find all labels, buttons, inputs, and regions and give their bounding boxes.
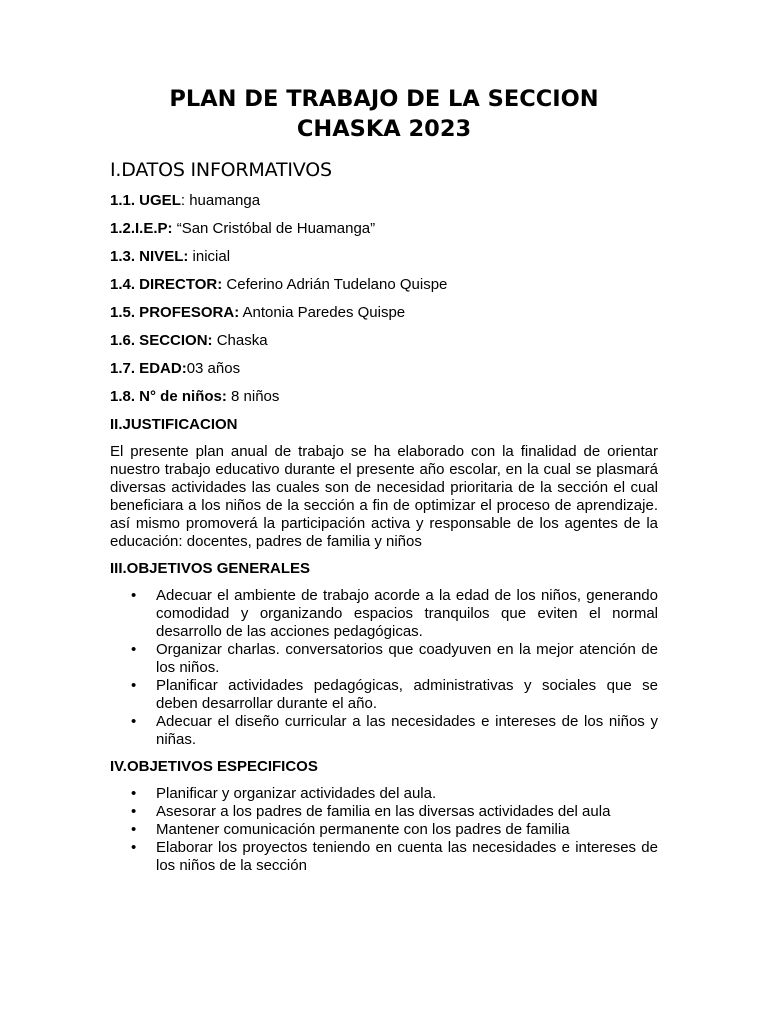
- field-iep: [110, 220, 658, 238]
- field-value: “San Cristóbal de Huamanga”: [172, 220, 376, 237]
- list-item: [131, 587, 658, 641]
- field-value: Ceferino Adrián Tudelano Quispe: [222, 276, 448, 293]
- list-item: [131, 713, 658, 749]
- field-value: inicial: [188, 248, 231, 265]
- field-value: Antonia Paredes Quispe: [239, 304, 406, 321]
- field-label: 1.5. PROFESORA:: [110, 304, 240, 321]
- list-item: [131, 839, 658, 875]
- justificacion-paragraph: El presente plan anual de trabajo se ha elaborado con la finalidad de orientar nuestro trabajo educativo durante el presente año escolar, en la cual se plasmará diversas actividades las cuales son de necesidad prioritaria de la sección el cual beneficiara a los niños de la sección a fin de optimizar el proceso de aprendizaje. así mismo promoverá la participación activa y responsable de los agentes de la educación: docentes, padres de familia y niños: [110, 443, 658, 550]
- field-ugel: [110, 192, 658, 210]
- list-item: [131, 821, 658, 839]
- list-item-text: Adecuar el ambiente de trabajo acorde a la edad de los niños, generando comodidad y organizando espacios tranquilos que eviten el normal desarrollo de las acciones pedagógicas.: [156, 587, 658, 640]
- bullet-icon: •: [131, 713, 137, 730]
- field-value: 8 niños: [226, 388, 280, 405]
- bullet-icon: •: [131, 677, 137, 694]
- bullet-icon: •: [131, 641, 137, 658]
- section-heading-objetivos-especificos: IV.OBJETIVOS ESPECIFICOS: [110, 758, 318, 775]
- list-item-text: Adecuar el diseño curricular a las necesidades e intereses de los niños y niñas.: [156, 713, 658, 748]
- field-label: 1.4. DIRECTOR:: [110, 276, 223, 293]
- list-item-text: Elaborar los proyectos teniendo en cuenta las necesidades e intereses de los niños de la sección: [156, 839, 658, 874]
- list-item-text: Mantener comunicación permanente con los padres de familia: [156, 821, 570, 838]
- datos-informativos-list: [110, 192, 658, 406]
- list-item: [131, 803, 658, 821]
- objetivos-especificos-list: [110, 785, 658, 875]
- field-value: 03 años: [186, 360, 241, 377]
- list-item-text: Organizar charlas. conversatorios que coadyuven en la mejor atención de los niños.: [156, 641, 658, 676]
- field-label: 1.3. NIVEL:: [110, 248, 189, 265]
- list-item: [131, 785, 658, 803]
- list-item-text: Planificar actividades pedagógicas, administrativas y sociales que se deben desarrollar durante el año.: [156, 677, 658, 712]
- field-label: 1.1. UGEL: [110, 192, 181, 209]
- list-item: [131, 641, 658, 677]
- list-item: [131, 677, 658, 713]
- title-line-1: PLAN DE TRABAJO DE LA SECCION: [169, 86, 599, 112]
- title-line-2: CHASKA 2023: [296, 116, 472, 142]
- list-item-text: Asesorar a los padres de familia en las diversas actividades del aula: [156, 803, 611, 820]
- field-nivel: [110, 248, 658, 266]
- field-numero-ninos: [110, 388, 658, 406]
- field-value: : huamanga: [180, 192, 261, 209]
- section-heading-objetivos-generales: III.OBJETIVOS GENERALES: [110, 560, 311, 577]
- field-profesora: [110, 304, 658, 322]
- field-label: 1.2.I.E.P:: [110, 220, 173, 237]
- bullet-icon: •: [131, 785, 137, 802]
- bullet-icon: •: [131, 803, 137, 820]
- field-director: [110, 276, 658, 294]
- field-label: 1.8. N° de niños:: [110, 388, 227, 405]
- list-item-text: Planificar y organizar actividades del aula.: [156, 785, 437, 802]
- field-value: Chaska: [212, 332, 268, 349]
- field-seccion: [110, 332, 658, 350]
- field-label: 1.7. EDAD:: [110, 360, 187, 377]
- bullet-icon: •: [131, 587, 137, 604]
- section-heading-justificacion: II.JUSTIFICACION: [110, 416, 238, 433]
- objetivos-generales-list: [110, 587, 658, 749]
- document-title: [110, 0, 658, 144]
- bullet-icon: •: [131, 839, 137, 856]
- section-heading-datos: I.DATOS INFORMATIVOS: [110, 159, 332, 181]
- field-label: 1.6. SECCION:: [110, 332, 213, 349]
- field-edad: [110, 360, 658, 378]
- bullet-icon: •: [131, 821, 137, 838]
